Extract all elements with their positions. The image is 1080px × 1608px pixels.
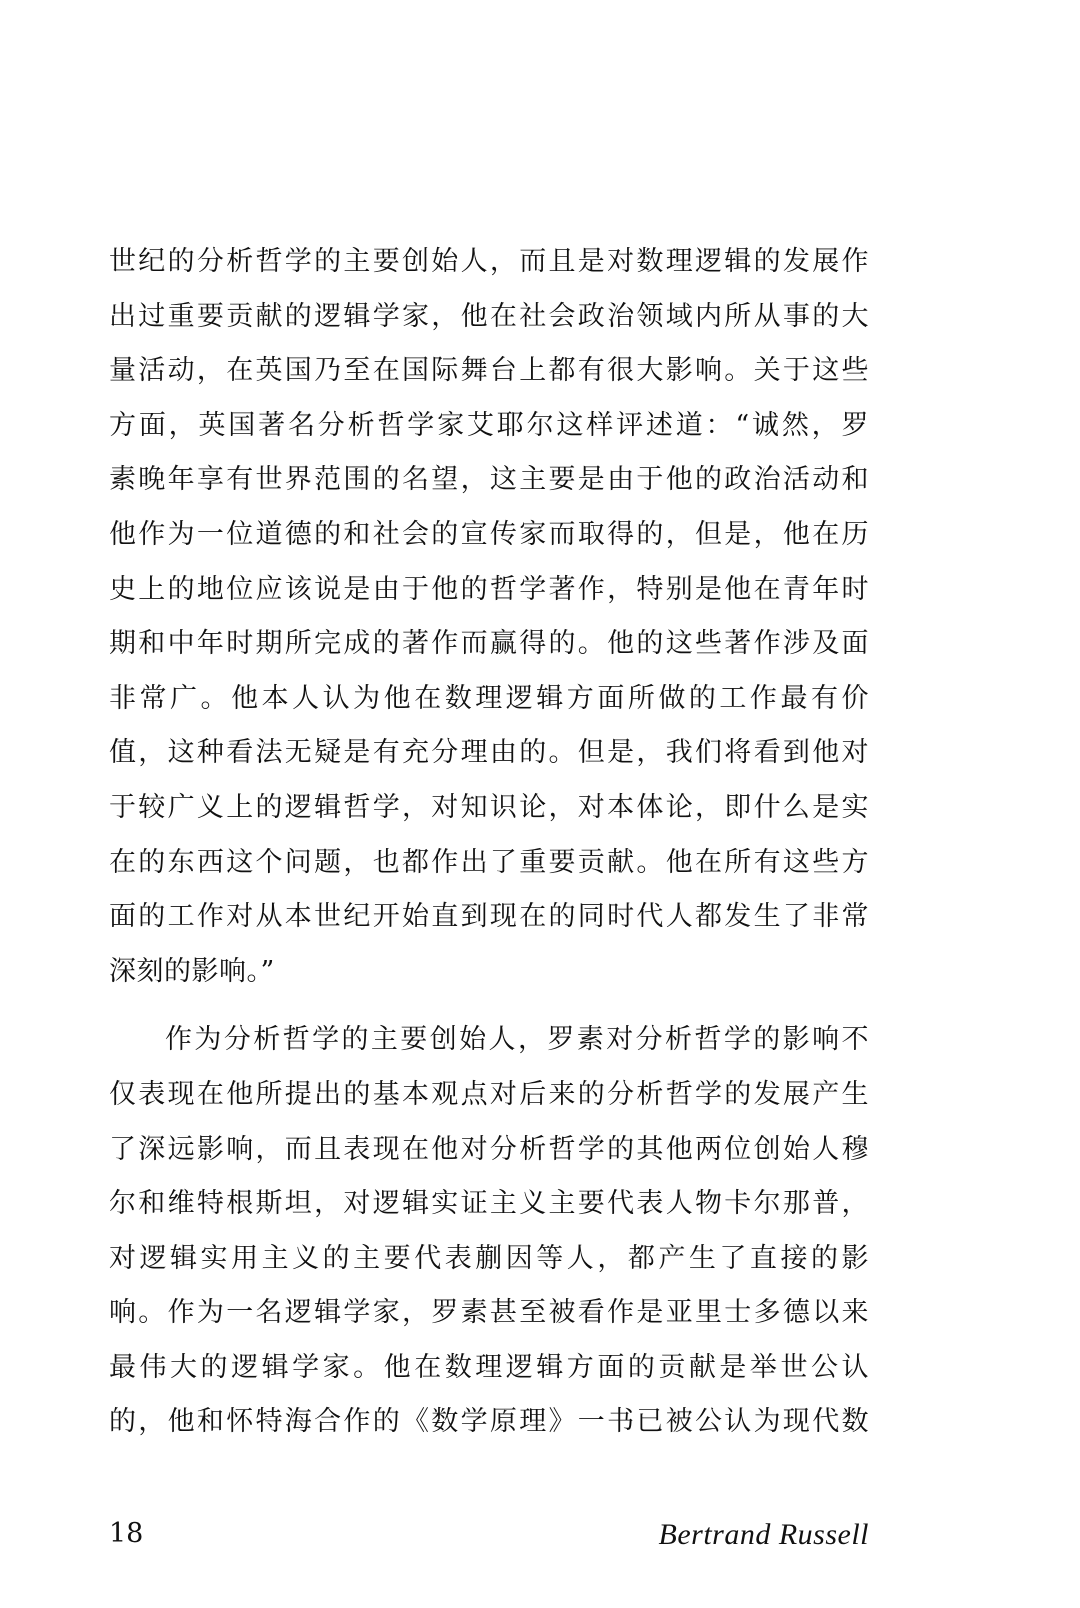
page-footer [109,1518,869,1558]
text-line: 作为分析哲学的主要创始人，罗素对分析哲学的影响不 [165,1024,869,1056]
text-line: 期和中年时期所完成的著作而赢得的。他的这些著作涉及面 [109,628,869,660]
text-line: 尔和维特根斯坦，对逻辑实证主义主要代表人物卡尔那普， [109,1188,869,1220]
text-line: 在的东西这个问题，也都作出了重要贡献。他在所有这些方 [109,846,869,878]
text-line: 仅表现在他所提出的基本观点对后来的分析哲学的发展产生 [109,1078,869,1110]
body-text [109,235,869,1450]
text-line: 素晚年享有世界范围的名望，这主要是由于他的政治活动和 [109,464,869,496]
text-line: 非常广。他本人认为他在数理逻辑方面所做的工作最有价 [109,682,869,714]
text-line: 的，他和怀特海合作的《数学原理》一书已被公认为现代数 [109,1406,869,1438]
text-line: 他作为一位道德的和社会的宣传家而取得的，但是，他在历 [109,518,869,550]
running-title: Bertrand Russell [658,1518,869,1551]
text-line: 了深远影响，而且表现在他对分析哲学的其他两位创始人穆 [109,1133,869,1165]
paragraph-gap [109,999,869,1013]
text-line: 于较广义上的逻辑哲学，对知识论，对本体论，即什么是实 [109,791,869,823]
paragraph-1 [109,235,869,999]
text-line: 深刻的影响。” [109,955,275,987]
text-line: 史上的地位应该说是由于他的哲学著作，特别是他在青年时 [109,573,869,605]
text-line: 最伟大的逻辑学家。他在数理逻辑方面的贡献是举世公认 [109,1351,869,1383]
paragraph-2 [109,1013,869,1450]
page-number: 18 [109,1518,144,1549]
text-line: 值，这种看法无疑是有充分理由的。但是，我们将看到他对 [109,737,869,769]
text-line: 量活动，在英国乃至在国际舞台上都有很大影响。关于这些 [109,355,869,387]
text-line: 响。作为一名逻辑学家，罗素甚至被看作是亚里士多德以来 [109,1297,869,1329]
text-line: 面的工作对从本世纪开始直到现在的同时代人都发生了非常 [109,901,869,933]
text-line: 世纪的分析哲学的主要创始人，而且是对数理逻辑的发展作 [109,246,869,277]
text-line: 方面，英国著名分析哲学家艾耶尔这样评述道：“诚然，罗 [109,409,869,441]
text-line: 对逻辑实用主义的主要代表蒯因等人，都产生了直接的影 [109,1242,869,1274]
text-line: 出过重要贡献的逻辑学家，他在社会政治领域内所从事的大 [109,300,869,332]
